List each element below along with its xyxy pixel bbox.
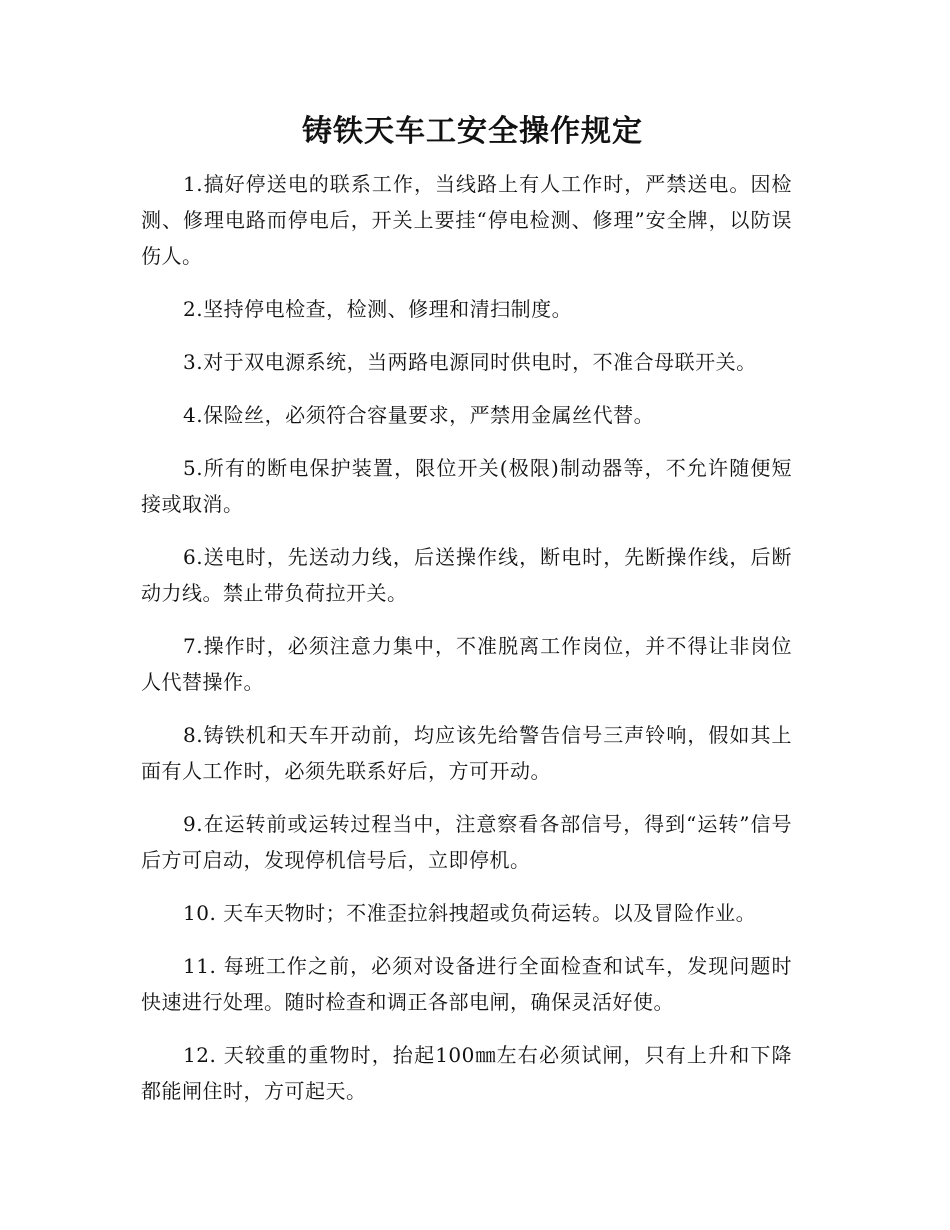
rule-item-1: 1.搞好停送电的联系工作，当线路上有人工作时，严禁送电。因检测、修理电路而停电后，开关上要挂“停电检测、修理”安全牌，以防误伤人。	[141, 172, 792, 268]
rule-item-6: 6.送电时，先送动力线，后送操作线，断电时，先断操作线，后断动力线。禁止带负荷拉开关。	[141, 545, 792, 605]
rule-item-4: 4.保险丝，必须符合容量要求，严禁用金属丝代替。	[183, 403, 655, 427]
rule-item-10: 10. 天车天物时；不准歪拉斜拽超或负荷运转。以及冒险作业。	[183, 901, 757, 925]
rule-item-2: 2.坚持停电检查，检测、修理和清扫制度。	[183, 297, 573, 321]
rule-item-8: 8.铸铁机和天车开动前，均应该先给警告信号三声铃响，假如其上面有人工作时，必须先联系好后，方可开动。	[141, 723, 792, 783]
rule-item-9: 9.在运转前或运转过程当中，注意察看各部信号，得到“运转”信号后方可启动，发现停机信号后，立即停机。	[141, 812, 792, 872]
document-title: 铸铁天车工安全操作规定	[302, 114, 643, 149]
rule-item-7: 7.操作时，必须注意力集中，不准脱离工作岗位，并不得让非岗位人代替操作。	[141, 634, 792, 694]
rule-item-3: 3.对于双电源系统，当两路电源同时供电时，不准合母联开关。	[183, 350, 757, 374]
rule-item-12: 12. 天较重的重物时，抬起100㎜左右必须试闸，只有上升和下降都能闸住时，方可起天。	[141, 1043, 792, 1103]
rule-item-11: 11. 每班工作之前，必须对设备进行全面检查和试车，发现问题时快速进行处理。随时检查和调正各部电闸，确保灵活好使。	[141, 954, 792, 1014]
rule-item-5: 5.所有的断电保护装置，限位开关(极限)制动器等，不允许随便短接或取消。	[141, 456, 792, 516]
